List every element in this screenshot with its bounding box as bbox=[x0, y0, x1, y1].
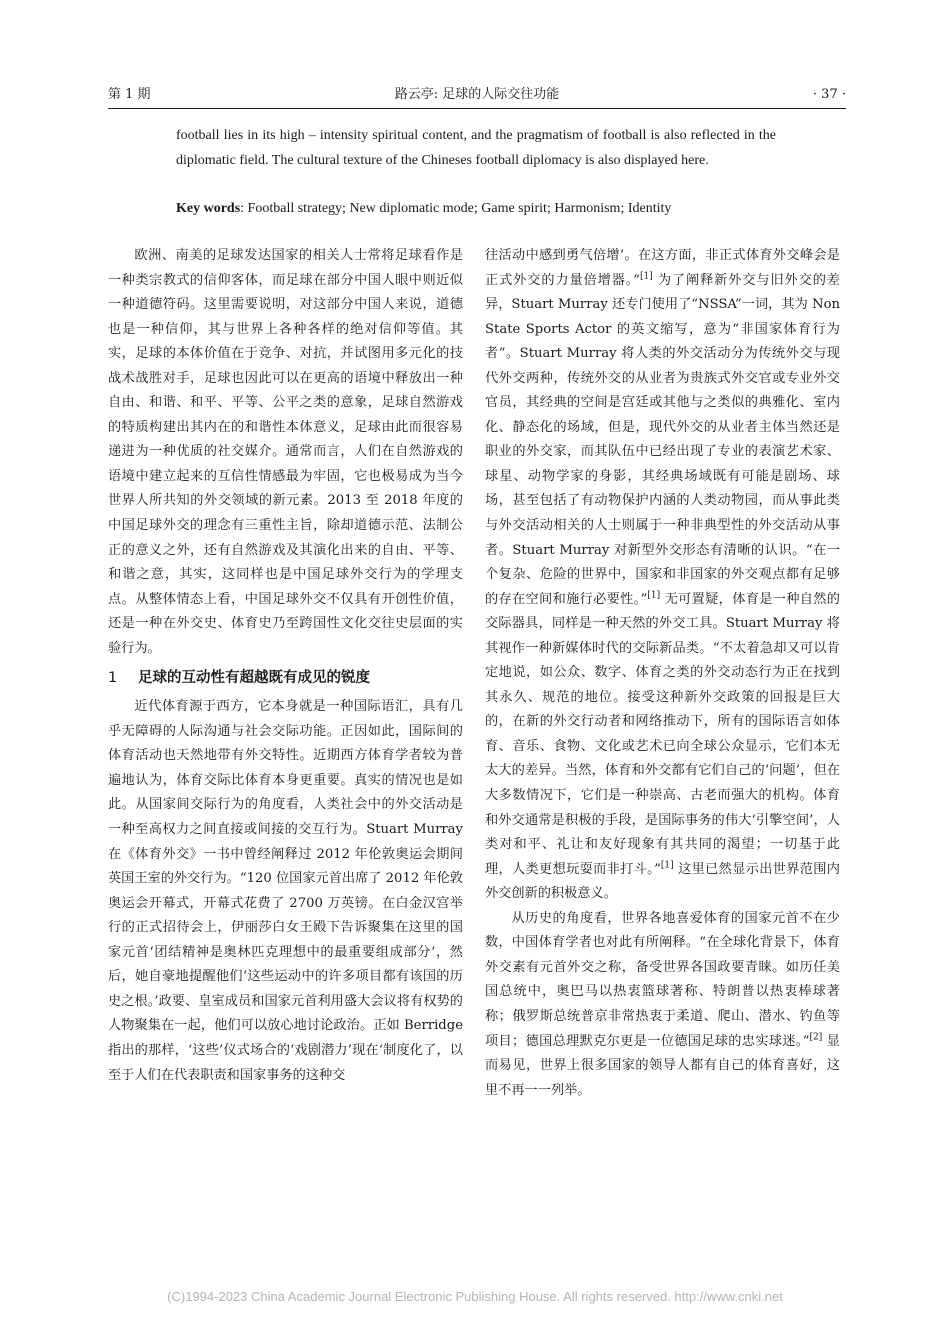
running-title: 路云亭: 足球的人际交往功能 bbox=[394, 87, 560, 102]
paragraph bbox=[485, 907, 840, 1103]
header-rule bbox=[108, 108, 846, 109]
text-run: 为了阐释新外交与旧外交的差异，Stuart Murray 还专门使用了“NSSA”一词，其为 Non State Sports Actor 的英文缩写，意为“非国家体育行为者”。Stuart Murray 将人类的外交活动分为传统外交与现代外交两种，传统外交的从业者为贵族式外交官或专业外交官员，其经典的空间是宫廷或其他与之类似的典雅化、室内化、静态化的场域，但是，现代外交的从业者主体当然还是职业的外交家，而其队伍中已经出现了专业的表演艺术家、球星、动物学家的身影，其经典场域既有可能是剧场、球场，甚至包括了有动物保护内涵的人类动物园，而从事此类与外交活动相关的人士则属于一种非典型性的外交活动从事者。Stuart Murray 对新型外交形态有清晰的认识。“在一个复杂、危险的世界中，国家和非国家的外交观点都有足够的存在空间和施行必要性。” bbox=[485, 272, 840, 607]
text-run: 从历史的角度看，世界各地喜爱体育的国家元首不在少数，中国体育学者也对此有所阐释。“在全球化背景下，体育外交素有元首外交之称，备受世界各国政要青睐。如历任美国总统中，奥巴马以热衷篮球著称、特朗普以热衷棒球著称；俄罗斯总统普京非常热衷于柔道、爬山、潜水、钓鱼等项目；德国总理默克尔更是一位德国足球的忠实球迷。” bbox=[485, 910, 840, 1049]
section-title: 足球的互动性有超越既有成见的锐度 bbox=[138, 670, 370, 687]
text-run: 这里已然显示出世界范围内外交创新的积极意义。 bbox=[485, 861, 840, 902]
page-number: · 37 · bbox=[812, 87, 846, 102]
citation-ref: [1] bbox=[660, 860, 674, 871]
issue-number: 第 1 期 bbox=[108, 87, 151, 102]
paragraph bbox=[485, 244, 840, 907]
keywords-line bbox=[176, 197, 776, 221]
keywords-label: Key words bbox=[176, 201, 241, 216]
text-run: 往活动中感到勇气倍增’。在这方面，非正式体育外交峰会是正式外交的力量倍增器。” bbox=[485, 248, 840, 288]
section-heading bbox=[108, 667, 463, 689]
keywords-list: : Football strategy; New diplomatic mode; Game spirit; Harmonism; Identity bbox=[240, 201, 672, 216]
right-column bbox=[485, 244, 840, 1103]
citation-ref: [2] bbox=[809, 1032, 823, 1043]
citation-ref: [1] bbox=[640, 271, 653, 282]
text-run: 显而易见，世界上很多国家的领导人都有自己的体育喜好，这里不再一一列举。 bbox=[485, 1033, 840, 1098]
left-column bbox=[108, 244, 463, 1088]
paragraph: 近代体育源于西方，它本身就是一种国际语汇，具有几乎无障碍的人际沟通与社会交际功能。正因如此，国际间的体育活动也天然地带有外交特性。近期西方体育学者较为普遍地认为，体育交际比体育本身更重要。真实的情况也是如此。从国家间交际行为的角度看，人类社会中的外交活动是一种至高权力之间直接或间接的交互行为。Stuart Murray 在《体育外交》一书中曾经阐释过 2012 年伦敦奥运会期间英国王室的外交行为。“120 位国家元首出席了 2012 年伦敦奥运会开幕式，开幕式花费了 2700 万英镑。在白金汉宫举行的正式招待会上，伊丽莎白女王殿下告诉聚集在这里的国家元首‘团结精神是奥林匹克理想中的最重要组成部分’，然后，她自豪地提醒他们‘这些运动中的许多项目都有该国的历史之根。’政要、皇室成员和国家元首利用盛大会议将有权势的人物聚集在一起，他们可以放心地讨论政治。正如 Berridge 指出的那样，‘这些’仪式场合的‘戏剧潜力’现在‘制度化了，以至于人们在代表职责和国家事务的这种交 bbox=[108, 699, 463, 1083]
paragraph: 欧洲、南美的足球发达国家的相关人士常将足球看作是一种类宗教式的信仰客体，而足球在部分中国人眼中则近似一种道德符码。这里需要说明，对这部分中国人来说，道德也是一种信仰，其与世界上各种各样的绝对信仰等值。其实，足球的本体价值在于竞争、对抗，并试图用多元化的技战术战胜对手，足球也因此可以在更高的语境中释放出一种自由、和谐、和平、平等、公平之类的意象，足球自然游戏的特质构建出其内在的和谐性本体意义，足球由此而很容易递进为一种优质的社交媒介。通常而言，人们在自然游戏的语境中建立起来的互信性情感最为牢固，它也极易成为当今世界人所共知的外交领域的新元素。2013 至 2018 年度的中国足球外交的理念有三重性主旨，除却道德示范、法制公正的意义之外，还有自然游戏及其演化出来的自由、平等、和谐之意，其实，这同样也是中国足球外交行为的学理支点。从整体情态上看，中国足球外交不仅具有开创性价值，还是一种在外交史、体育史乃至跨国性文化交往史层面的实验行为。 bbox=[108, 248, 463, 656]
abstract-text: football lies in its high – intensity spiritual content, and the pragmatism of football is also reflected in the diplomatic field. The cultural texture of the Chineses football diplomacy is also displayed here. bbox=[176, 128, 776, 168]
text-run: 无可置疑，体育是一种自然的交际器具，同样是一种天然的外交工具。Stuart Murray 将其视作一种新媒体时代的交际新品类。“不太着急却又可以肯定地说，如公众、数字、体育之类的外交动态行为正在找到其永久、规范的地位。接受这种新外交政策的回报是巨大的，在新的外交行动者和网络推动下，所有的国际语言如体育、音乐、食物、文化或艺术已向全球公众显示，它们本无太大的差异。当然，体育和外交都有它们自己的‘问题’，但在大多数情况下，它们是一种崇高、古老而强大的机构。体育和外交通常是积极的手段，是国际事务的伟大‘引擎空间’，人类对和平、礼让和友好现象有其共同的渴望；一切基于此理，人类更想玩耍而非打斗。” bbox=[485, 591, 840, 877]
citation-ref: [1] bbox=[647, 590, 661, 601]
copyright-footer: (C)1994-2023 China Academic Journal Electronic Publishing House. All rights reserved. http://www.cnki.net bbox=[167, 1289, 783, 1304]
running-header bbox=[108, 86, 846, 108]
section-number: 1 bbox=[108, 670, 118, 687]
